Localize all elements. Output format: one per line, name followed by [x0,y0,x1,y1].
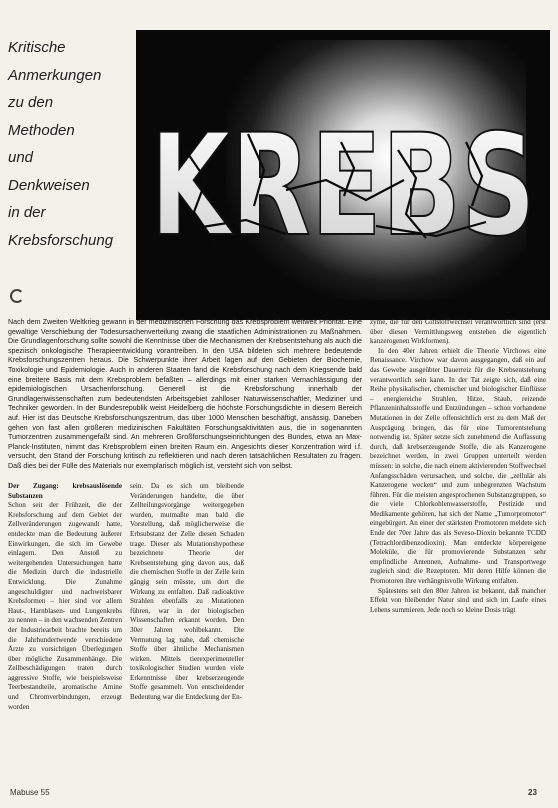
column-1-text: Schon seit der Frühzeit, die der Krebsforschung auf dem Gebiet der Zellveränderungen zugewandt hatte, entdeckte man die Bedeutung äußerer Einwirkungen, die sich im Gewebe einlagern. Den Anstoß zu weitergehenden Untersuchungen hatte die Medizin durch die industrielle Entwicklung. Die Zunahme angeschuldigter und nachweisbarer Krebsformen – hier sind vor allem Haut-, Harnblasen- und Lungenkrebs zu nennen – in den wachsenden Zentren der Industriearbeit brachte bereits um die Jahrhundertwende verschiedene Ärzte zu vorsichtigen Überlegungen über mögliche Zusammenhänge. Die Zellbeschädigungen traten durch aggressive Stoffe, wie beispielsweise Teerbestandteile, aromatische Amine und Chromverbindungen, erzeugt worden [8,501,122,711]
column-2-text: sein. Da es sich um bleibende Veränderungen handelte, die über Zellteilungsvorgänge weitergegeben wurden, mutmaßte man bald die Vorstellung, daß möglicherweise die Erbsubstanz der Zelle diesen Schaden trage. Dieser als Mutationshypothese bezeichnete Theorie der Krebsentstehung ging davon aus, daß die chemischen Stoffe in der Zelle kein gängig sein müsste, um dort die Wirkung zu entfalten. Daß radioaktive Strahlen ebenfalls zu Mutationen führen, war in der biologischen Wissenschaften erkannt worden. Den 30er Jahren wohlbekannt. Die Vermutung lag nahe, daß chemische Stoffe über ähnliche Mechanismen wirken. Mittels tierexperimenteller toxikologischer Studien wurden viele Erkenntnisse über krebserzeugende Stoffe gesammelt. Von entscheidender Bedeutung war die Entdeckung der En- [130,482,244,702]
title-line: zu den [8,94,54,111]
journal-footer: Mabuse 55 [10,788,50,797]
column-3-paragraph-1: zyme, die für den Giftstoffwechsel verantwortlich sind (erst über diesen Vermittlungsweg entstehen die eigentlich kanzerogenen Wirkformen). [370,318,546,346]
title-line: Anmerkungen [8,66,102,84]
article-title [8,34,128,254]
krebs-word: KREBS [150,104,536,269]
column-3-paragraph-3: Spätestens seit den 80er Jahren ist bekannt, daß mancher Effekt von bleibender Natur sind und sich im Laufe eines Lebens summieren. Jede noch so kleine Dosis trägt [370,586,546,614]
column-3 [370,318,546,615]
column-1 [8,482,122,712]
column-3-paragraph-2: In den 40er Jahren erhielt die Theorie Virchows eine Renaissance. Virchow war davon ausgegangen, daß ein auf das Gewebe ausgeübter Dauerreiz für die Krebsentstehung verantwortlich sein kann. In der Tat zeigte sich, daß eine Reihe physikalischer, chemischer und biologischer Einflüsse – energiereiche Strahlen, Hitze, Staub, reizende Pflanzeninhaltsstoffe und Entzündungen – schon vorhandene Mutationen in der Zelle offensichtlich erst zu dem Maß der Ausprägung bringen, das für eine Tumorentstehung notwendig ist. Später setzte sich zunehmend die Auffassung durch, daß krebserzeugende Stoffe, die als Kanzerogene bezeichnet werden, in zwei Gruppen unterteilt werden müssen: in solche, die nach einem aktivierenden Stoffwechsel Anfangsschäden verursachen, und solche, die „zellulär als Kanzerogene wecken“ und zum unbegrenzten Wachstum führen. Für die meisten angesprochenen Substanzgruppen, so die viele Chlorkohlenwasserstoffe, Pestizide und Medikamente gehören, hat sich der Name „Tumorpromotor“ eingebürgert. An einer der stärksten Promotoren meldete sich Ende der 70er Jahre das als Seveso-Dioxin bekannte TCDD (Tetrachlordibenzodioxin). Man entdeckte körpereigene Moleküle, die für promovierende Substanzen sehr empfindliche Antennen, Aufnahme- und Transportwege zugleich sind: die Rezeptoren. Mit deren Hilfe können die Promotoren ihre verhängnisvolle Wirkung entfalten. [370,346,546,586]
section-heading: Der Zugang: krebsauslösende Substanzen [8,482,122,500]
page-number: 23 [528,788,537,797]
krebs-photo [136,30,550,320]
section-mark-icon [10,289,24,303]
title-line: in der [8,204,46,221]
title-line: Methoden [8,121,75,139]
shattered-word-graphic [136,30,550,320]
title-line: Krebsforschung [8,231,114,249]
title-line: und [8,149,34,166]
title-line: Kritische [8,39,66,56]
title-line: Denkweisen [8,176,90,194]
column-2 [130,482,244,703]
intro-paragraph: Nach dem Zweiten Weltkrieg gewann in der medizinischen Forschung das Krebsproblem weltweit Priorität. Eine gewaltige Verschiebung der Todesursachenverteilung zwang die staatlichen Administrationen zu Maßnahmen. Die Grundlagenforschung sollte sowohl die Kenntnisse über die Mechanismen der Krebsentstehung als auch die speziisch onkologische Therapieentwicklung vorantreiben. In den USA bildeten sich mehrere bedeutende Krebsforschungszentren heraus. Die Schwerpunkte ihrer Arbeit lagen auf den Gebieten der Biochemie, Toxikologie und Epidemiologie. Auch in anderen Staaten fand die Krebsforschung nach dem Kriegsende bald eine breitere Basis mit dem Krebsproblem befaßten – allerdings mit einer starken Vernachlässigung der epidemiologischen Ursachenforschung. Generell ist die Krebsforschung innerhalb der Grundlagenwissenschaften zum bedeutendsten Arbeitsgebiet zahlloser Naturwissenschaftler, Mediziner und Techniker geworden. In der Bundesrepublik weist Heidelberg die höchste Forschungsdichte in diesem Bereich auf. Hier ist das Deutsche Krebsforschungszentrum, das über 1000 Menschen beschäftigt, ansässig. Daneben gehen von fast allen größeren medizinischen Fakultäten Forschungsaktivitäten aus, die in sogenannten Tumorzentren zusammengefaßt sind. An mehreren Großforschungseinrichtungen des Bundes, etwa an Max-Planck-Instituten, nimmt das Krebsproblem einen breiten Raum ein. Angesichts dieser Konzentration wird i.f. versucht, den Stand der Forschung kritisch zu reflektieren und nach deren tatsächlichen Resultaten zu fragen. Daß dies bei der Fülle des Materials nur exemplarisch möglich ist, versteht sich von selbst. [8,318,362,470]
